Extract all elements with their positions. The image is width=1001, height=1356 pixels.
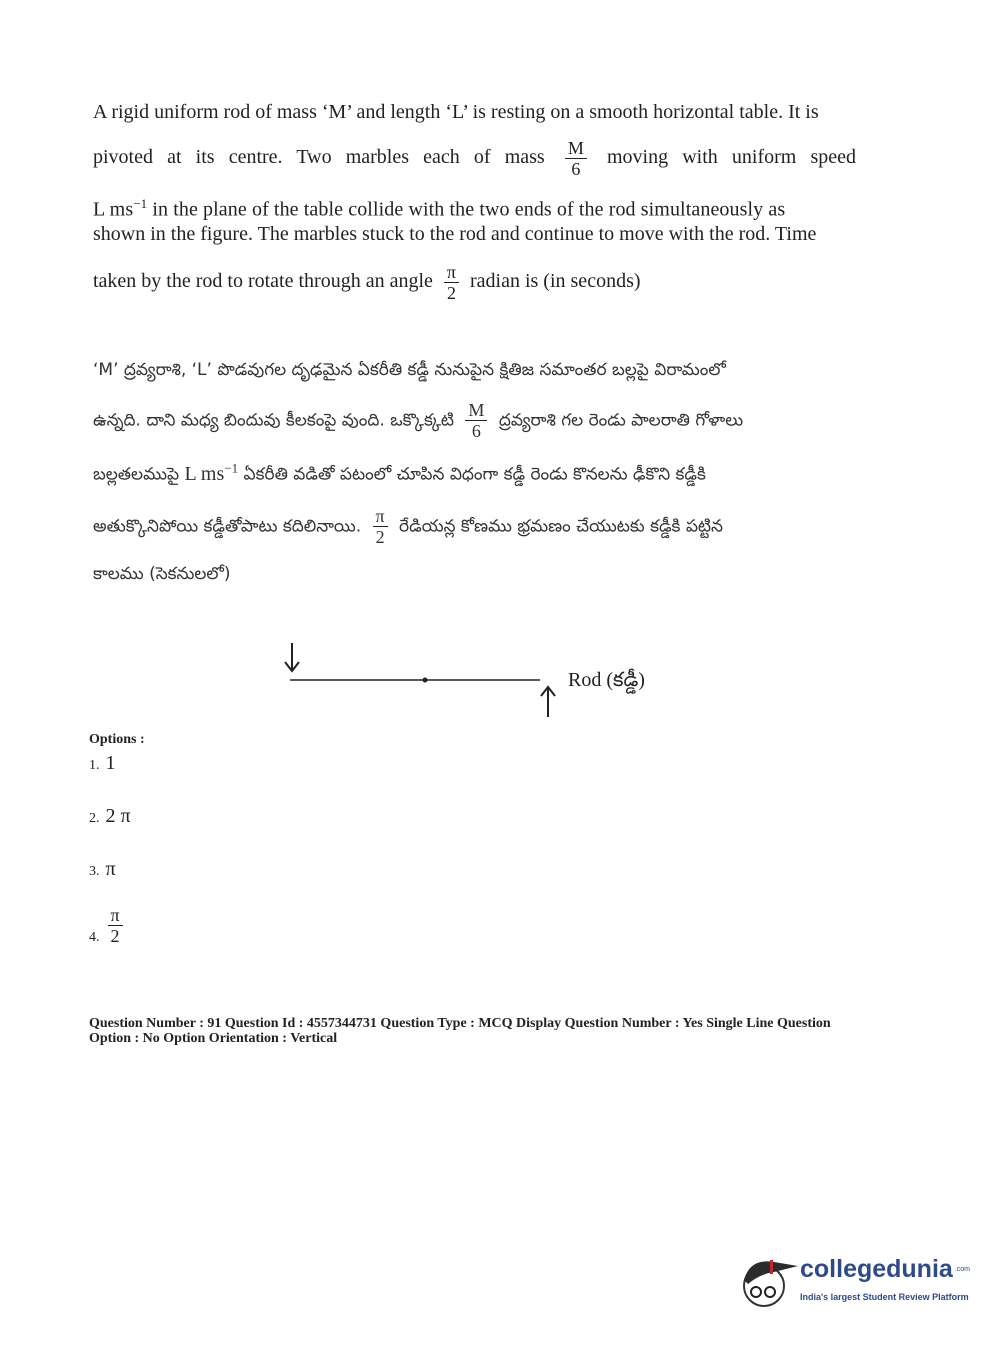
text: in the plane of the table collide with the two ends of the rod simultaneously as <box>147 198 786 221</box>
options-heading: Options : <box>89 732 145 747</box>
text: L ms <box>93 198 134 221</box>
fraction-pi-2 <box>373 506 388 547</box>
option-number: 2. <box>89 811 100 826</box>
telugu-line-2 <box>93 400 856 441</box>
option-4[interactable] <box>89 905 129 946</box>
text: taken by the rod to rotate through an angle <box>93 270 433 293</box>
option-2[interactable] <box>89 805 131 828</box>
text: ద్రవ్యరాశి గల రెండు పాలరాతి గోళాలు <box>498 410 744 431</box>
fraction-m-6 <box>565 138 587 179</box>
english-line-1: A rigid uniform rod of mass ‘M’ and length ‘L’ is resting on a smooth horizontal table. It is <box>93 101 819 123</box>
telugu-line-3 <box>93 460 856 489</box>
fraction-pi-2 <box>108 905 123 946</box>
text: pivoted at its centre. Two marbles each of mass <box>93 146 545 169</box>
logo-suffix: .com <box>954 1266 970 1273</box>
text: radian is (in seconds) <box>470 270 641 293</box>
denominator: 2 <box>375 527 385 547</box>
text <box>184 460 239 485</box>
fraction-pi-2 <box>444 262 459 303</box>
text: అతుక్కొనిపోయి కడ్డీతోపాటు కదిలినాయి. <box>93 516 362 537</box>
logo-tagline: India's largest Student Review Platform <box>800 1292 969 1302</box>
metadata-line-1: Question Number : 91 Question Id : 4557344731 Question Type : MCQ Display Question Number : Yes Single Line Question <box>89 1016 831 1031</box>
english-line-3 <box>93 196 856 222</box>
superscript: −1 <box>133 196 148 211</box>
telugu-line-5: కాలము (సెకనులలో) <box>93 564 231 584</box>
option-value: 1 <box>105 752 116 774</box>
option-number: 3. <box>89 864 100 879</box>
text: ఏకరీతి వడితో పటంలో చూపిన విధంగా కడ్డీ రెండు కొనలను ఢీకొని కడ్డీకి <box>243 464 706 485</box>
arrow-down-icon <box>285 643 299 671</box>
logo-name: collegedunia <box>800 1255 953 1283</box>
text: బల్లతలముపై <box>93 464 180 485</box>
option-value: π <box>105 858 116 880</box>
telugu-line-4 <box>93 506 856 547</box>
english-line-4: shown in the figure. The marbles stuck to the rod and continue to move with the rod. Time <box>93 223 817 245</box>
superscript: −1 <box>224 460 239 475</box>
text: రేడియన్ల కోణము భ్రమణం చేయుటకు కడ్డీకి పట్టిన <box>399 516 723 537</box>
option-1[interactable] <box>89 752 116 775</box>
numerator: π <box>108 905 123 926</box>
telugu-line-1: ‘M’ ద్రవ్యరాశి, ‘L’ పొడవుగల దృఢమైన ఏకరీతి కడ్డీ నునుపైన క్షితిజ సమాంతర బల్లపై విరామంలో <box>93 360 726 380</box>
fraction-m-6 <box>465 400 487 441</box>
collegedunia-logo <box>740 1250 998 1314</box>
option-value: 2 π <box>105 805 131 827</box>
rod-diagram <box>270 635 560 725</box>
english-line-5 <box>93 262 856 303</box>
metadata-line-2: Option : No Option Orientation : Vertical <box>89 1031 338 1046</box>
option-3[interactable] <box>89 858 116 881</box>
logo-text <box>800 1254 970 1303</box>
mascot-icon <box>740 1250 800 1314</box>
text: moving with uniform speed <box>607 146 857 169</box>
pivot-dot <box>423 678 428 683</box>
rod-label: Rod (కడ్డీ) <box>568 669 645 691</box>
text: L ms <box>184 462 225 485</box>
option-number: 1. <box>89 758 100 773</box>
arrow-up-icon <box>541 687 555 717</box>
denominator: 2 <box>110 926 120 946</box>
option-number: 4. <box>89 930 100 945</box>
denominator: 2 <box>446 283 456 303</box>
logo-name-row <box>800 1254 970 1284</box>
english-line-2 <box>93 138 856 179</box>
rod-figure <box>270 635 670 725</box>
denominator: 6 <box>471 421 481 441</box>
numerator: π <box>444 262 459 283</box>
numerator: M <box>465 400 487 421</box>
numerator: π <box>373 506 388 527</box>
question-metadata <box>89 1016 831 1046</box>
numerator: M <box>565 138 587 159</box>
text: ఉన్నది. దాని మధ్య బిందువు కీలకంపై వుంది. ఒక్కొక్కటి <box>93 410 454 431</box>
denominator: 6 <box>571 159 581 179</box>
